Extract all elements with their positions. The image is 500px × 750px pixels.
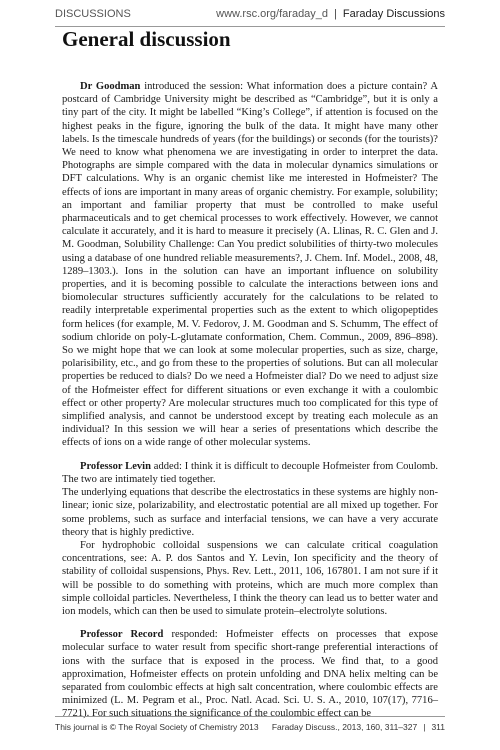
paragraph-text: added: I think it is difficult to decouple Hofmeister from Coulomb. The two are intimately tied together. bbox=[62, 460, 439, 485]
speaker-name: Professor Record bbox=[80, 629, 164, 641]
section-label: DISCUSSIONS bbox=[55, 8, 131, 20]
paragraph-text: responded: Hofmeister effects on processes that expose molecular surface to water result from specific short-range preferential interactions of ions with the surface that is exposed in the process. We find that, to a good approximation, Hofmeister effects on protein unfolding and DNA helix melting can be separated from coulombic effects at high salt concentration, where coulombic effects are minimized (L. M. Pegram et al., Proc. Natl. Acad. Sci. U. S. A., 2010, 107(17), 7716–7721). For such situations the significance of the coulombic effect can be bbox=[62, 629, 438, 720]
journal-name: Faraday Discussions bbox=[342, 8, 445, 20]
paragraph-goodman bbox=[62, 80, 438, 450]
page-number: 311 bbox=[431, 722, 445, 732]
page-title: General discussion bbox=[62, 27, 231, 51]
footer-separator: | bbox=[423, 722, 426, 732]
journal-url[interactable]: www.rsc.org/faraday_d bbox=[216, 8, 329, 20]
header-separator: | bbox=[334, 8, 337, 20]
journal-citation: Faraday Discuss., 2013, 160, 311–327 bbox=[271, 722, 418, 732]
paragraph-text: introduced the session: What information does a picture contain? A postcard of Cambridge University might be described as “Cambridge”, but it is only a tiny part of the city. It might be labelled “King’s College”, if attention is focused on the highest peaks in the figure, ignoring the bulk of the data. It might have many other labels. Is the timescale hundreds of years (for the buildings) or seconds (for the tourists)? We need to know what phenomena we are investigating in order to interpret the data. Photographs are simple compared with the data in molecular dynamics simulations or DFT calculations. Why is an organic chemist like me interested in Hofmeister? The effects of ions are important in many areas of organic chemistry. For example, solubility; an important and familiar property that must be controlled to make useful pharmaceuticals and to get chemical processes to work effectively. However, we cannot calculate it accurately, and it is hard to measure it precisely (A. Llinas, R. C. Glen and J. M. Goodman, Solubility Challenge: Can You predict solubilities of thirty-two molecules using a database of one hundred reliable measurements?, J. Chem. Inf. Model., 2008, 48, 1289–1303.). Ions in the solution can have an important influence on solubility properties, and it is becoming possible to calculate the interactions between ions and biomolecular structures sufficiently accurately for the calculations to be related to readily interpretable experimental properties such as the extent to which oligopeptides form helices (for example, M. V. Fedorov, J. M. Goodman and S. Schumm, The effect of sodium chloride on poly-L-glutamate conformation, Chem. Commun., 2009, 896–898). So we might hope that we can look at some molecular properties, such as size, charge, polarisibility, etc., and go from these to the properties of solutions. But can all molecular properties be reduced to dials? Do we need a Hofmeister dial? Do we need to adjust size of the Hofmeister effect for different situations or even exchange it with a coulombic effect or other property? Are molecular structures much too complicated for this type of simplified analysis, and cannot be understood except by treating each molecule as an individual? In this session we will hear a series of presentations which describe the effects of ions on a wide range of other molecular systems. bbox=[62, 81, 438, 449]
paragraph-levin bbox=[62, 460, 438, 486]
paragraph-levin-3 bbox=[62, 539, 438, 618]
running-header bbox=[55, 4, 445, 24]
page-footer bbox=[55, 722, 445, 732]
speaker-name: Professor Levin bbox=[80, 460, 151, 472]
article-body bbox=[62, 80, 438, 721]
header-right bbox=[216, 8, 445, 20]
paragraph-levin-2 bbox=[62, 486, 438, 539]
speaker-name: Dr Goodman bbox=[80, 81, 141, 92]
footer-rule bbox=[55, 716, 445, 717]
paragraph-record bbox=[62, 628, 438, 720]
paragraph-text: For hydrophobic colloidal suspensions we can calculate critical coagulation concentrations, see: A. P. dos Santos and Y. Levin, Ion specificity and the theory of stability of colloidal suspensions, Phys. Rev. Lett., 2011, 106, 167801. I am not sure if it will be possible to do something with proteins, which are much more complex than simple colloidal particles. Nevertheless, I think the theory can lead us to better water and ion models, which can then be used to simulate protein–electrolyte solutions. bbox=[62, 539, 438, 617]
copyright-notice: This journal is © The Royal Society of Chemistry 2013 bbox=[55, 722, 259, 732]
paragraph-text: The underlying equations that describe the electrostatics in these systems are highly non-linear; ionic size, polarizability, and electrostatic potential are all mixed up together. For some problems, such as surface and interfacial tensions, we can have a very accurate theory that is highly predictive. bbox=[62, 487, 438, 538]
footer-right bbox=[272, 722, 445, 732]
